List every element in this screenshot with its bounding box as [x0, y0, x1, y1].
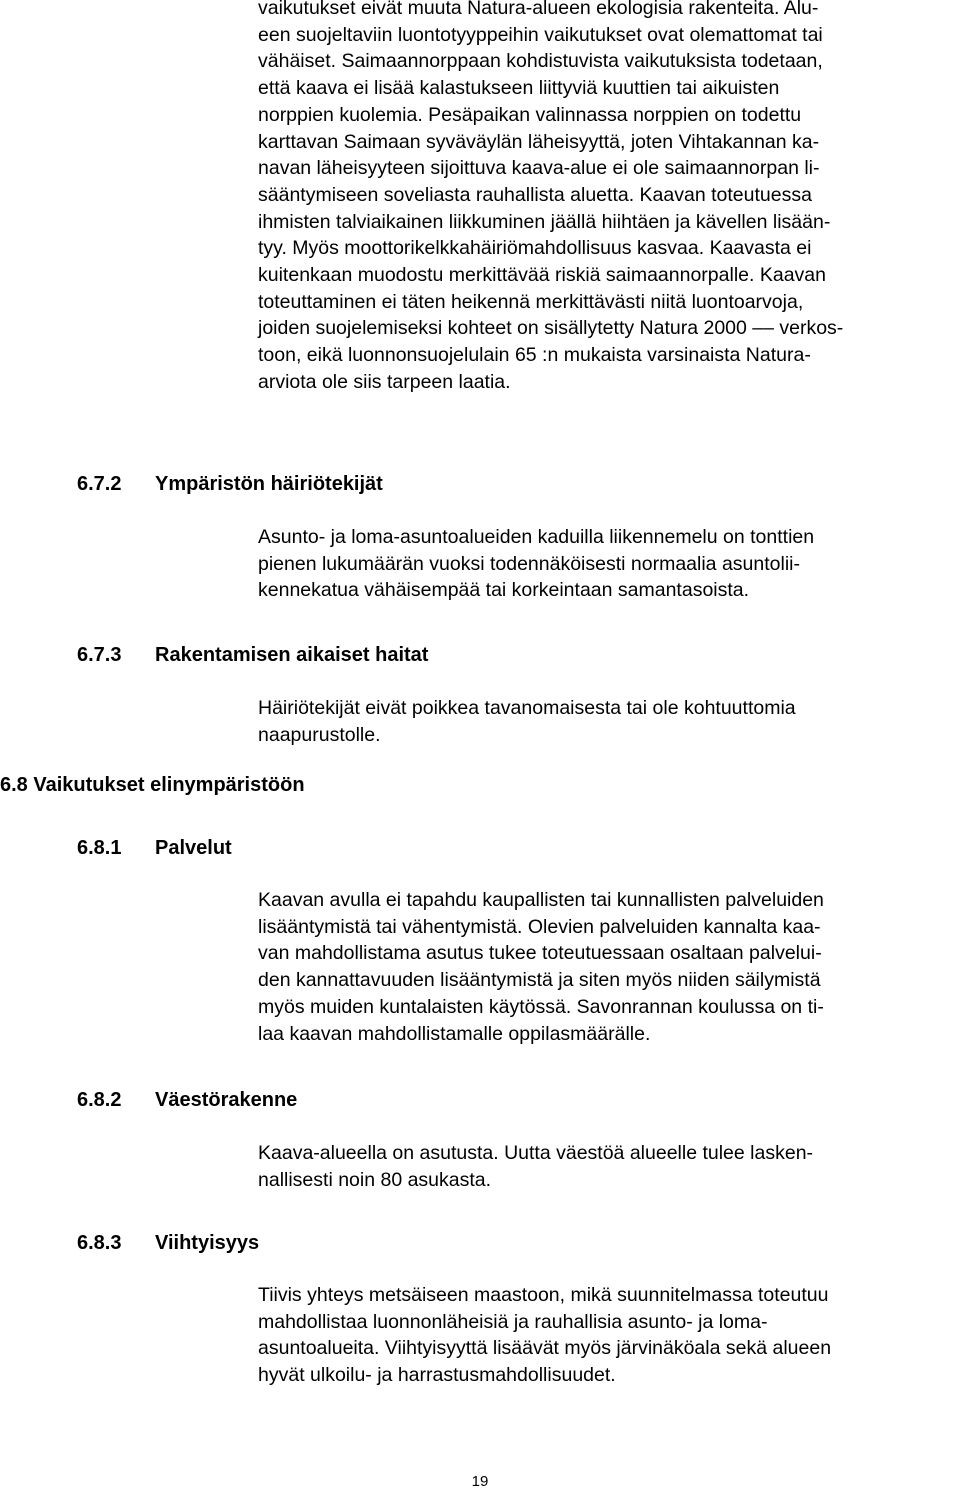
- text-line: arviota ole siis tarpeen laatia.: [258, 370, 511, 393]
- text-line: Tiivis yhteys metsäiseen maastoon, mikä suunnitelmassa toteutuu: [258, 1284, 829, 1306]
- text-line: naapurustolle.: [258, 723, 381, 746]
- section-title: Väestörakenne: [155, 1089, 298, 1111]
- text-line: asuntoalueita. Viihtyisyyttä lisäävät myös järvinäköala sekä alueen: [258, 1337, 832, 1360]
- section-body-6-7-3: [258, 695, 938, 748]
- section-heading-6-7-2: [77, 471, 383, 497]
- text-line: sääntymiseen soveliasta rauhallista aluetta. Kaavan toteutuessa: [258, 183, 812, 206]
- section-body-6-8-2: [258, 1140, 938, 1193]
- text-line: navan läheisyyteen sijoittuva kaava-alue ei ole saimaannorpan li-: [258, 157, 820, 180]
- text-line: laa kaavan mahdollistamalle oppilasmäärälle.: [258, 1022, 651, 1045]
- section-body-6-8-3: [258, 1282, 938, 1389]
- text-line: ihmisten talviaikainen liikkuminen jäällä hiihtäen ja kävellen lisään-: [258, 210, 831, 233]
- text-line: vähäiset. Saimaannorppaan kohdistuvista vaikutuksista todetaan,: [258, 50, 823, 73]
- section-body-6-7-2: [258, 524, 938, 604]
- text-line: lisääntymistä tai vähentymistä. Olevien palveluiden kannalta kaa-: [258, 915, 821, 938]
- text-line: Häiriötekijät eivät poikkea tavanomaisesta tai ole kohtuuttomia: [258, 697, 796, 719]
- text-line: nallisesti noin 80 asukasta.: [258, 1168, 492, 1191]
- text-line: myös muiden kuntalaisten käytössä. Savonrannan koulussa on ti-: [258, 995, 824, 1018]
- section-title: Rakentamisen aikaiset haitat: [155, 644, 429, 666]
- section-heading-6-8-2: [77, 1087, 297, 1113]
- section-heading-6-8: [0, 772, 305, 798]
- page-number: 19: [471, 1473, 489, 1490]
- text-line: karttavan Saimaan syväväylän läheisyyttä, joten Vihtakannan ka-: [258, 130, 820, 153]
- text-line: joiden suojelemiseksi kohteet on sisällytetty Natura 2000 –– verkos-: [258, 317, 844, 340]
- text-line: Asunto- ja loma-asuntoalueiden kaduilla liikennemelu on tonttien: [258, 526, 815, 548]
- text-line: mahdollistaa luonnonläheisiä ja rauhallisia asunto- ja loma-: [258, 1310, 768, 1333]
- section-number: 6.8.3: [77, 1232, 122, 1254]
- section-heading-6-8-1: [77, 835, 232, 861]
- section-number: 6.8.2: [77, 1089, 122, 1111]
- section-title: Ympäristön häiriötekijät: [155, 473, 383, 495]
- text-line: kennekatua vähäisempää tai korkeintaan samantasoista.: [258, 579, 750, 602]
- section-heading-6-7-3: [77, 642, 428, 668]
- text-line: toon, eikä luonnonsuojelulain 65 :n mukaista varsinaista Natura-: [258, 344, 811, 367]
- text-line: Kaava-alueella on asutusta. Uutta väestöä alueelle tulee lasken-: [258, 1142, 814, 1164]
- section-title: Viihtyisyys: [155, 1232, 260, 1254]
- text-line: een suojeltaviin luontotyyppeihin vaikutukset ovat olemattomat tai: [258, 23, 823, 46]
- text-line: tyy. Myös moottorikelkkahäiriömahdollisuus kasvaa. Kaavasta ei: [258, 237, 812, 260]
- text-line: että kaava ei lisää kalastukseen liittyviä kuuttien tai aikuisten: [258, 77, 780, 100]
- text-line: vaikutukset eivät muuta Natura-alueen ekologisia rakenteita. Alu-: [258, 0, 819, 19]
- text-line: kuitenkaan muodostu merkittävää riskiä saimaannorpalle. Kaavan: [258, 264, 826, 287]
- section-heading-6-8-3: [77, 1230, 259, 1256]
- section-body-6-8-1: [258, 887, 938, 1047]
- section-number: 6.7.3: [77, 644, 122, 666]
- text-line: norppien kuolemia. Pesäpaikan valinnassa norppien on todettu: [258, 103, 802, 126]
- text-line: Kaavan avulla ei tapahdu kaupallisten tai kunnallisten palveluiden: [258, 889, 824, 911]
- section-number: 6.8.1: [77, 837, 122, 859]
- text-line: van mahdollistama asutus tukee toteutuessaan osaltaan palvelui-: [258, 942, 822, 965]
- section-title: Palvelut: [155, 837, 232, 859]
- natura-paragraph: [258, 0, 938, 396]
- text-line: toteuttaminen ei täten heikennä merkittävästi niitä luontoarvoja,: [258, 290, 804, 313]
- text-line: den kannattavuuden lisääntymistä ja siten myös niiden säilymistä: [258, 969, 821, 992]
- text-line: hyvät ulkoilu- ja harrastusmahdollisuudet.: [258, 1364, 616, 1387]
- section-number: 6.7.2: [77, 473, 122, 495]
- text-line: pienen lukumäärän vuoksi todennäköisesti normaalia asuntolii-: [258, 552, 800, 575]
- section-title: 6.8 Vaikutukset elinympäristöön: [0, 774, 305, 796]
